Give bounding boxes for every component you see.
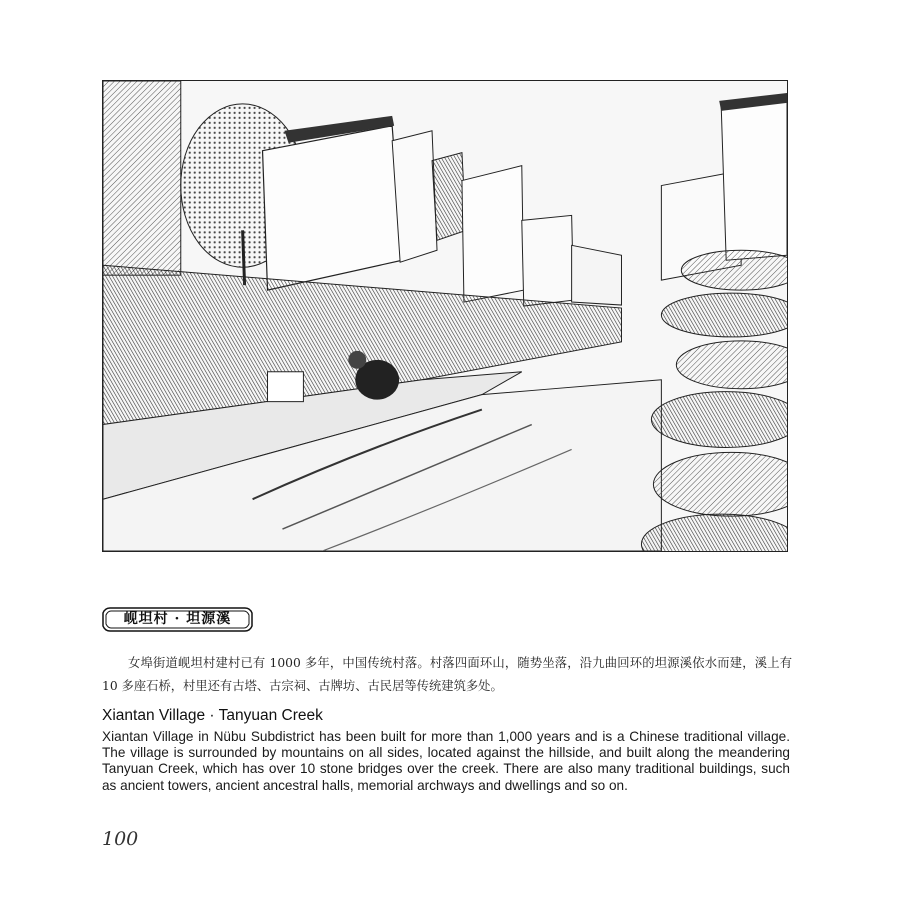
chinese-paragraph: 女埠街道岘坦村建村已有 1000 多年，中国传统村落。村落四面环山，随势坐落，沿九曲回环的坦源溪依水而建，溪上有 10 多座石桥，村里还有古塔、古宗祠、古牌坊、古民居等传统建筑多处。: [102, 656, 792, 693]
section-title: 岘坦村 · 坦源溪: [123, 611, 232, 627]
english-heading: Xiantan Village · Tanyuan Creek: [102, 707, 323, 724]
village-creek-illustration: [102, 80, 788, 552]
section-title-tag: [102, 607, 253, 632]
ink-drawing: [103, 81, 787, 551]
page-number: 100: [102, 828, 139, 850]
english-paragraph: Xiantan Village in Nübu Subdistrict has been built for more than 1,000 years and is a Chinese traditional village. The village is surrounded by mountains on all sides, located against the hillside, and built along the meandering Tanyuan Creek, which has over 10 stone bridges over the creek. There are also many traditional buildings, such as ancient towers, ancient ancestral halls, memorial archways and dwellings and so on.: [102, 729, 790, 793]
